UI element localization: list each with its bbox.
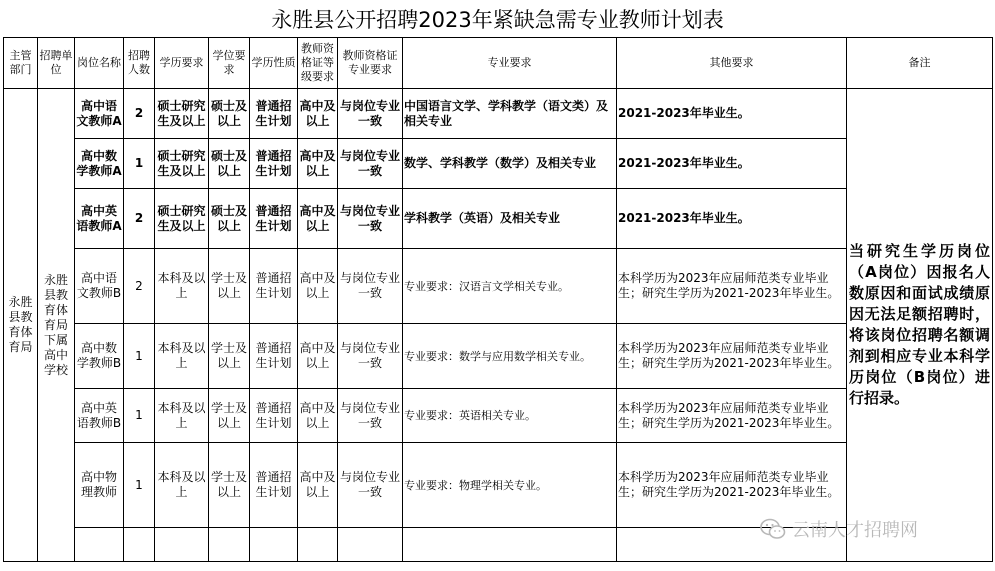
major-cell: 专业要求：数学与应用数学相关专业。: [403, 324, 617, 389]
name-cell: 高中英语教师A: [75, 189, 124, 249]
name-cell: 高中英语教师B: [75, 389, 124, 443]
table-row: [4, 249, 993, 324]
other-cell: 本科学历为2023年应届师范类专业毕业生；研究生学历为2021-2023年毕业生。: [617, 443, 847, 528]
header-cell: 学位要求: [209, 38, 250, 89]
recruitment-table: [3, 37, 993, 562]
cert-cell: 与岗位专业一致: [338, 389, 403, 443]
table-row: [4, 89, 993, 139]
degree-cell: 硕士及以上: [209, 89, 250, 139]
other-cell: 2021-2023年毕业生。: [617, 89, 847, 139]
degree-cell: 硕士及以上: [209, 139, 250, 189]
cert-cell: 与岗位专业一致: [338, 89, 403, 139]
edu-cell: 本科及以上: [155, 324, 209, 389]
header-cell: 招聘人数: [124, 38, 155, 89]
major-cell: 学科教学（英语）及相关专业: [403, 189, 617, 249]
name-cell: 高中数学教师B: [75, 324, 124, 389]
dept-cell: 永胜县教育体育局: [4, 89, 38, 562]
edu-cell: 硕士研究生及以上: [155, 189, 209, 249]
name-cell: 高中语文教师A: [75, 89, 124, 139]
nature-cell: 普通招生计划: [250, 189, 298, 249]
nature-cell: 普通招生计划: [250, 443, 298, 528]
nature-cell: 普通招生计划: [250, 324, 298, 389]
header-row: [4, 38, 993, 89]
header-cell: 学历性质: [250, 38, 298, 89]
remark-cell: 当研究生学历岗位（A岗位）因报名人数原因和面试成绩原因无法足额招聘时，将该岗位招聘名额调剂到相应专业本科学历岗位（B岗位）进行招录。: [847, 89, 993, 562]
watermark-text: 云南人才招聘网: [792, 520, 918, 541]
level-cell: 高中及以上: [298, 89, 338, 139]
empty-cell: [298, 528, 338, 562]
wechat-icon: [760, 518, 786, 540]
nature-cell: 普通招生计划: [250, 249, 298, 324]
header-cell: 备注: [847, 38, 993, 89]
nature-cell: 普通招生计划: [250, 89, 298, 139]
count-cell: 1: [124, 443, 155, 528]
empty-cell: [250, 528, 298, 562]
count-cell: 2: [124, 89, 155, 139]
cert-cell: 与岗位专业一致: [338, 189, 403, 249]
empty-cell: [209, 528, 250, 562]
unit-cell: 永胜县教育体育局下属高中学校: [38, 89, 75, 562]
empty-cell: [155, 528, 209, 562]
header-cell: 教师资格证等级要求: [298, 38, 338, 89]
header-cell: 教师资格证专业要求: [338, 38, 403, 89]
watermark: [760, 516, 918, 542]
nature-cell: 普通招生计划: [250, 139, 298, 189]
table-row: [4, 324, 993, 389]
header-cell: 招聘单位: [38, 38, 75, 89]
table-row: [4, 443, 993, 528]
empty-cell: [124, 528, 155, 562]
name-cell: 高中语文教师B: [75, 249, 124, 324]
header-cell: 专业要求: [403, 38, 617, 89]
cert-cell: 与岗位专业一致: [338, 249, 403, 324]
major-cell: 专业要求：英语相关专业。: [403, 389, 617, 443]
degree-cell: 硕士及以上: [209, 189, 250, 249]
other-cell: 本科学历为2023年应届师范类专业毕业生；研究生学历为2021-2023年毕业生。: [617, 389, 847, 443]
degree-cell: 学士及以上: [209, 324, 250, 389]
table-row: [4, 139, 993, 189]
major-cell: 中国语言文学、学科教学（语文类）及相关专业: [403, 89, 617, 139]
level-cell: 高中及以上: [298, 324, 338, 389]
empty-cell: [338, 528, 403, 562]
count-cell: 1: [124, 139, 155, 189]
other-cell: 本科学历为2023年应届师范类专业毕业生；研究生学历为2021-2023年毕业生。: [617, 249, 847, 324]
count-cell: 2: [124, 249, 155, 324]
cert-cell: 与岗位专业一致: [338, 443, 403, 528]
cert-cell: 与岗位专业一致: [338, 139, 403, 189]
header-cell: 岗位名称: [75, 38, 124, 89]
degree-cell: 学士及以上: [209, 443, 250, 528]
cert-cell: 与岗位专业一致: [338, 324, 403, 389]
other-cell: 本科学历为2023年应届师范类专业毕业生；研究生学历为2021-2023年毕业生。: [617, 324, 847, 389]
count-cell: 1: [124, 389, 155, 443]
empty-cell: [75, 528, 124, 562]
nature-cell: 普通招生计划: [250, 389, 298, 443]
other-cell: 2021-2023年毕业生。: [617, 139, 847, 189]
edu-cell: 本科及以上: [155, 389, 209, 443]
major-cell: 专业要求：物理学相关专业。: [403, 443, 617, 528]
level-cell: 高中及以上: [298, 139, 338, 189]
major-cell: 专业要求：汉语言文学相关专业。: [403, 249, 617, 324]
header-cell: 主管部门: [4, 38, 38, 89]
empty-cell: [403, 528, 617, 562]
major-cell: 数学、学科教学（数学）及相关专业: [403, 139, 617, 189]
header-cell: 其他要求: [617, 38, 847, 89]
count-cell: 1: [124, 324, 155, 389]
level-cell: 高中及以上: [298, 443, 338, 528]
edu-cell: 本科及以上: [155, 249, 209, 324]
edu-cell: 本科及以上: [155, 443, 209, 528]
level-cell: 高中及以上: [298, 189, 338, 249]
edu-cell: 硕士研究生及以上: [155, 139, 209, 189]
level-cell: 高中及以上: [298, 389, 338, 443]
other-cell: 2021-2023年毕业生。: [617, 189, 847, 249]
table-row: [4, 189, 993, 249]
table-row: [4, 389, 993, 443]
page-title: 永胜县公开招聘2023年紧缺急需专业教师计划表: [271, 8, 724, 32]
edu-cell: 硕士研究生及以上: [155, 89, 209, 139]
degree-cell: 学士及以上: [209, 389, 250, 443]
degree-cell: 学士及以上: [209, 249, 250, 324]
count-cell: 2: [124, 189, 155, 249]
name-cell: 高中物理教师: [75, 443, 124, 528]
header-cell: 学历要求: [155, 38, 209, 89]
name-cell: 高中数学教师A: [75, 139, 124, 189]
level-cell: 高中及以上: [298, 249, 338, 324]
